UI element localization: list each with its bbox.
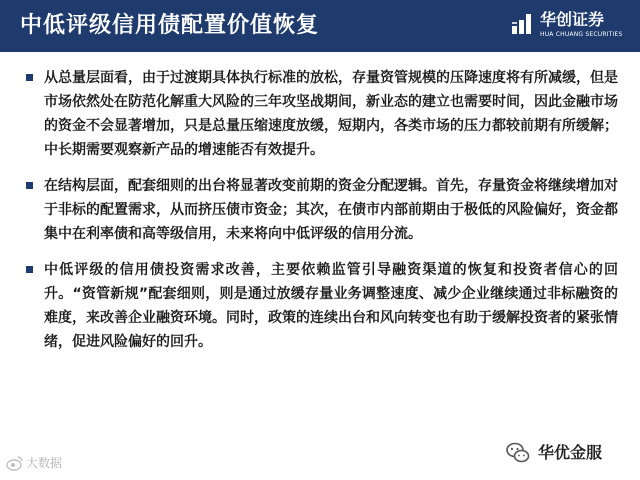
huachuang-logo-icon — [510, 12, 534, 36]
content-area — [22, 66, 618, 366]
company-logo — [510, 10, 630, 44]
watermark-right — [506, 438, 636, 468]
paragraph-text: 中低评级的信用债投资需求改善，主要依赖监管引导融资渠道的恢复和投资者信心的回升。“资管新规”配套细则，则是通过放缓存量业务调整速度、减少企业继续通过非标融资的难度，来改善企业融资环境。同时，政策的连续出台和风向转变也有助于缓解投资者的紧张情绪，促进风险偏好的回升。 — [44, 262, 618, 350]
paragraph-text: 在结构层面，配套细则的出台将显著改变前期的资金分配逻辑。首先，存量资金将继续增加对于非标的配置需求，从而挤压债市资金；其次，在债市内部前期由于极低的风险偏好，资金都集中在利率债和高等级信用，未来将向中低评级的信用分流。 — [44, 178, 618, 242]
page-title: 中低评级信用债配置价值恢复 — [20, 13, 320, 38]
header-bar — [0, 0, 640, 52]
paragraph-text: 从总量层面看，由于过渡期具体执行标准的放松，存量资管规模的压降速度将有所减缓，但是市场依然处在防范化解重大风险的三年攻坚战期间，新业态的建立也需要时间，因此金融市场的资金不会显著增加，只是总量压缩速度放缓，短期内，各类市场的压力都较前期有所缓解；中长期需要观察新产品的增速能否有效提升。 — [44, 70, 618, 158]
watermark-left-text: 大数据 — [26, 456, 63, 470]
bullet-paragraph-2 — [22, 174, 618, 246]
logo-english-name: HUA CHUANG SECURITIES — [540, 31, 623, 38]
square-bullet-icon — [26, 74, 33, 81]
wechat-icon — [506, 441, 530, 465]
square-bullet-icon — [26, 266, 33, 273]
watermark-right-text: 华优金服 — [538, 443, 603, 462]
weibo-icon — [6, 454, 24, 472]
bullet-paragraph-3 — [22, 258, 618, 354]
logo-chinese-name: 华创证券 — [540, 10, 605, 29]
bullet-paragraph-1 — [22, 66, 618, 162]
square-bullet-icon — [26, 182, 33, 189]
watermark-left — [6, 452, 106, 474]
